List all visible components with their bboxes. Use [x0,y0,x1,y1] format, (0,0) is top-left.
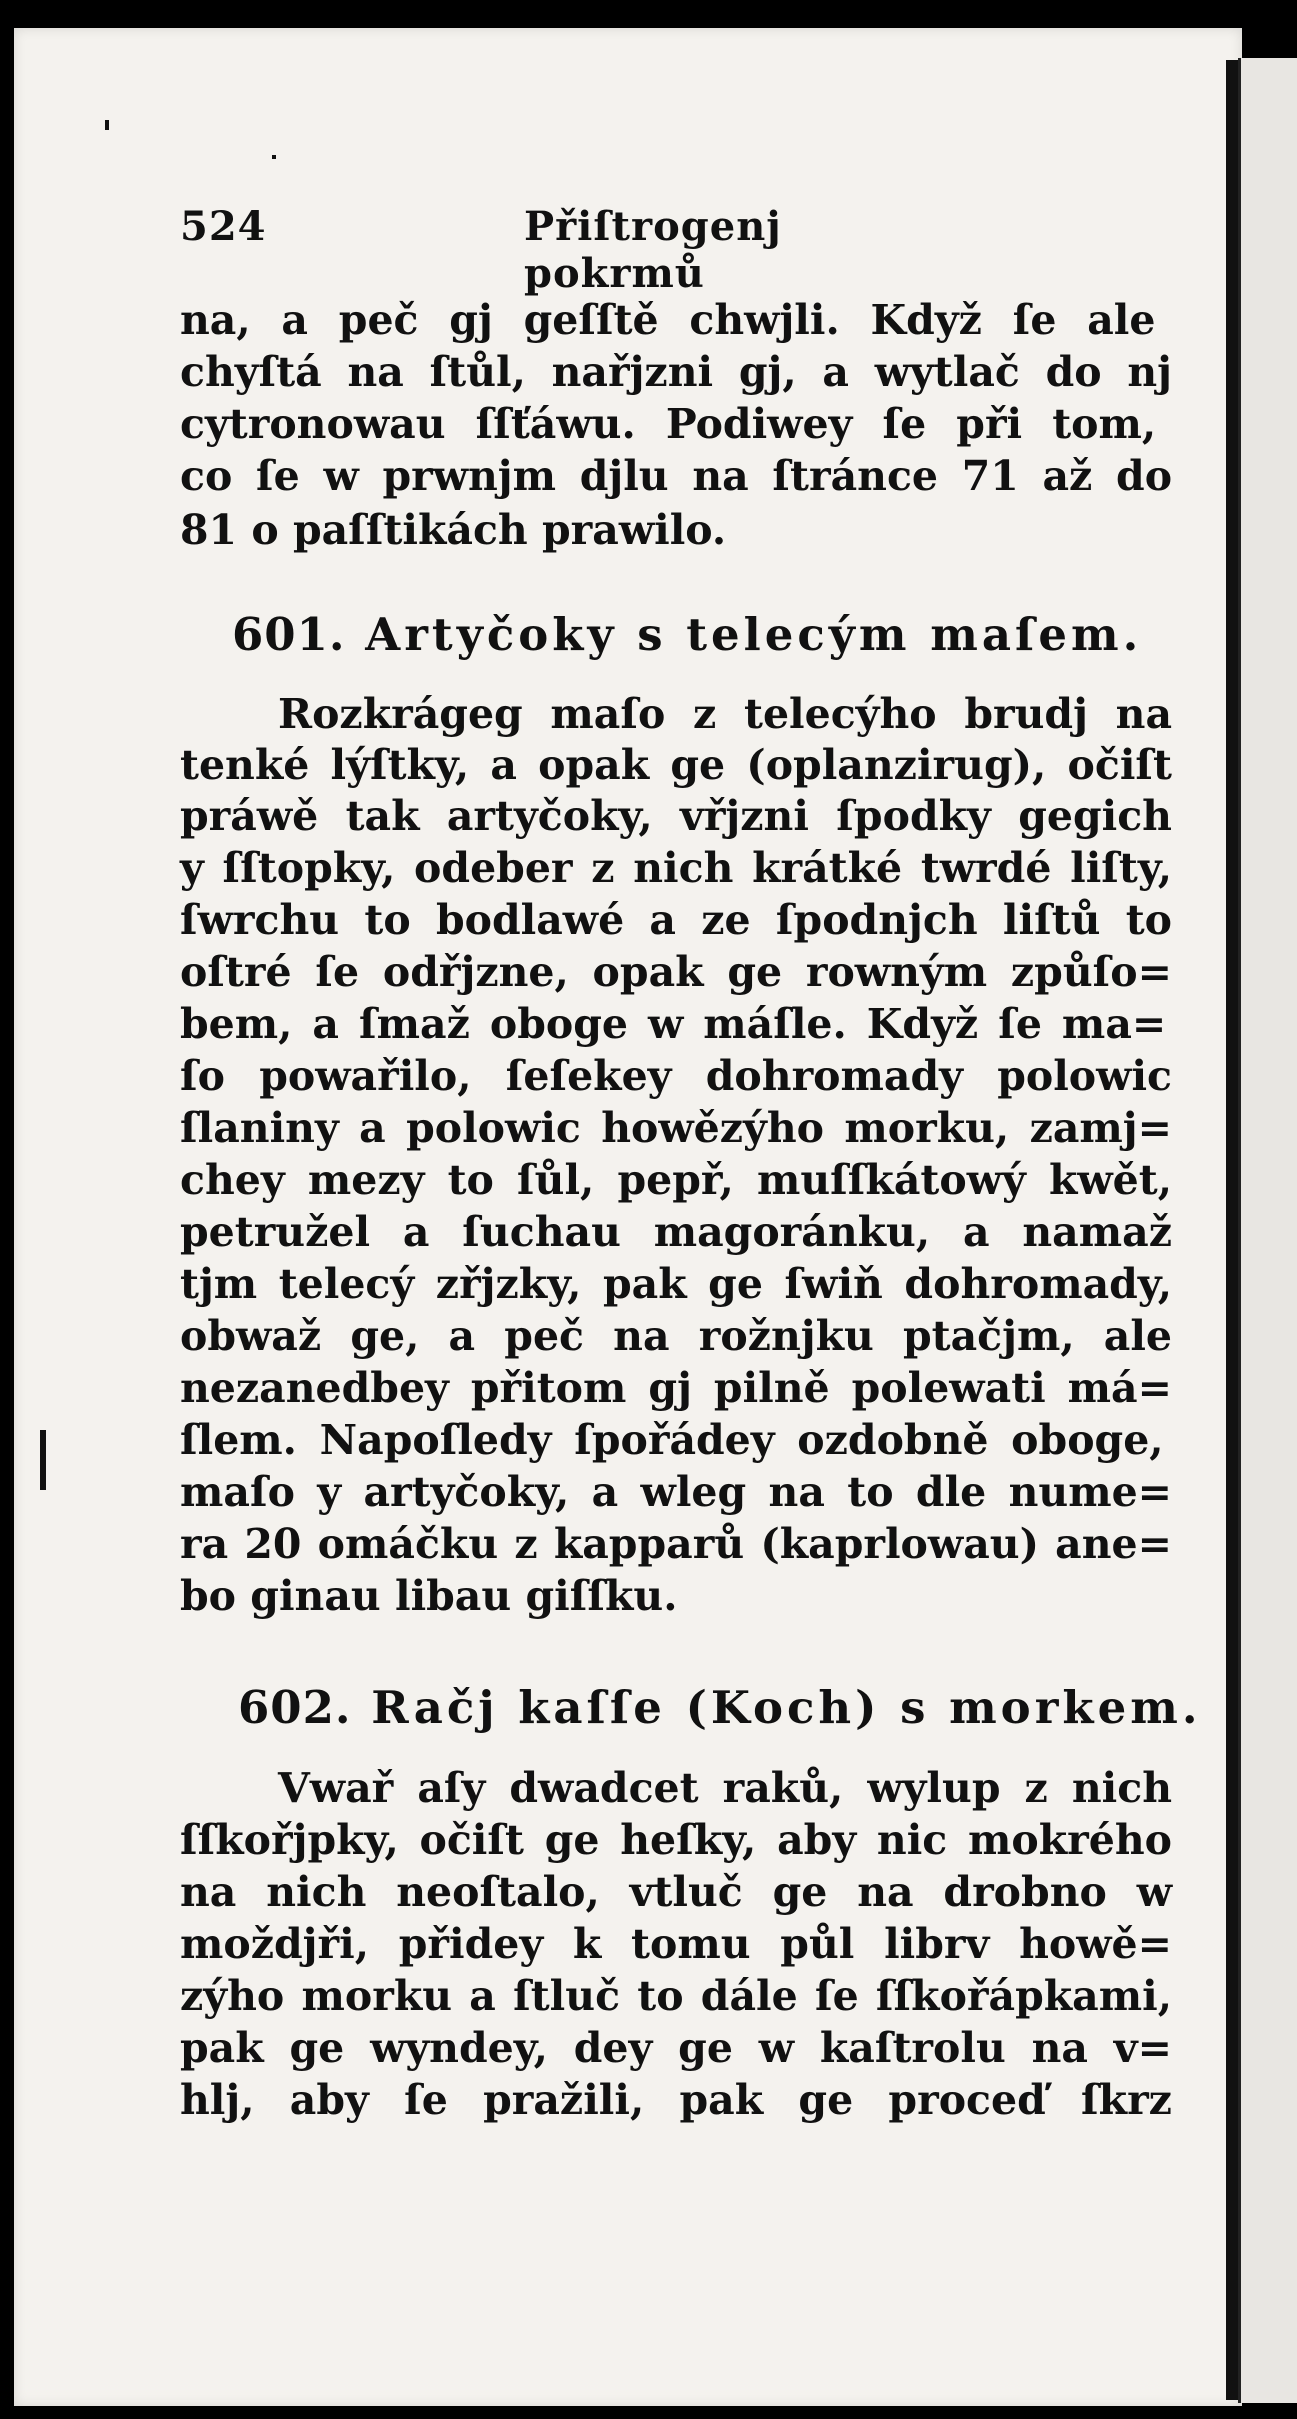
text-line: práwě tak artyčoky, vřjzni ſpodky gegich [180,792,1172,840]
recipe-number: 602. [238,1681,352,1734]
text-line: ſlem. Napoſledy ſpořádey ozdobně oboge, [180,1416,1164,1464]
margin-mark [40,1430,46,1490]
recipe-number: 601. [232,608,346,661]
text-line: Vwař aſy dwadcet raků, wylup z nich [278,1764,1173,1812]
recipe-heading-601 [232,608,1143,661]
text-line: chyſtá na ſtůl, nařjzni gj, a wytlač do nj [180,348,1173,396]
text-line: chey mezy to ſůl, pepř, muſſkátowý kwět, [180,1156,1172,1204]
text-line: na, a peč gj geſſtě chwjli. Když ſe ale [180,296,1156,344]
text-line: cytronowau ſſťáwu. Podiwey ſe při tom, [180,400,1157,448]
recipe-heading-602 [238,1681,1202,1734]
text-line: Rozkrágeg maſo z telecýho brudj na [278,690,1173,738]
text-line: co ſe w prwnjm djlu na ſtránce 71 až do [180,452,1173,500]
text-line: petružel a ſuchau magoránku, a namaž [180,1208,1172,1256]
text-line: maſo y artyčoky, a wleg na to dle nume= [180,1468,1173,1516]
speck-mark [105,120,109,130]
recipe-title: Račj kaſſe (Koch) s morkem. [371,1681,1202,1734]
text-line: na nich neoſtalo, vtluč ge na drobno w [180,1868,1172,1916]
text-line: ſwrchu to bodlawé a ze ſpodnjch liſtů to [180,896,1173,944]
text-line: obwaž ge, a peč na rožnjku ptačjm, ale [180,1312,1173,1360]
text-line: bo ginau libau giſſku. [180,1572,678,1620]
text-line: moždjři, přidey k tomu půl librv howě= [180,1920,1172,1968]
text-line: pak ge wyndey, dey ge w kaſtrolu na v= [180,2024,1172,2072]
text-line: nezanedbey přitom gj pilně polewati má= [180,1364,1172,1412]
page-header [180,203,900,297]
text-line: ſlaniny a polowic howězýho morku, zamj= [180,1104,1172,1152]
text-line: ſo powařilo, ſeſekey dohromady polowic [180,1052,1172,1100]
text-line: oſtré ſe odřjzne, opak ge rowným způſo= [180,948,1172,996]
text-line: zýho morku a ſtluč to dále ſe ſſkořápkami, [180,1972,1172,2020]
next-page-edge [1238,58,1297,2403]
speck-mark [272,155,276,159]
recipe-title: Artyčoky s telecým maſem. [365,608,1143,661]
text-line: 81 o paſſtikách prawilo. [180,506,727,554]
text-line: bem, a ſmaž oboge w máſle. Když ſe ma= [180,1000,1167,1048]
text-line: tenké lýſtky, a opak ge (oplanzirug), očiſt [180,741,1172,789]
text-line: hlj, aby ſe pražili, pak ge proceď ſkrz [180,2076,1172,2124]
page-number: 524 [180,203,267,250]
text-line: y ſſtopky, odeber z nich krátké twrdé liſty, [180,844,1173,892]
running-title: Přiſtrogenj pokrmů [524,203,782,297]
text-line: ra 20 omáčku z kapparů (kaprlowau) ane= [180,1520,1172,1568]
text-line: ſſkořjpky, očiſt ge heſky, aby nic mokrého [180,1816,1173,1864]
text-line: tjm telecý zřjzky, pak ge ſwiň dohromady, [180,1260,1172,1308]
